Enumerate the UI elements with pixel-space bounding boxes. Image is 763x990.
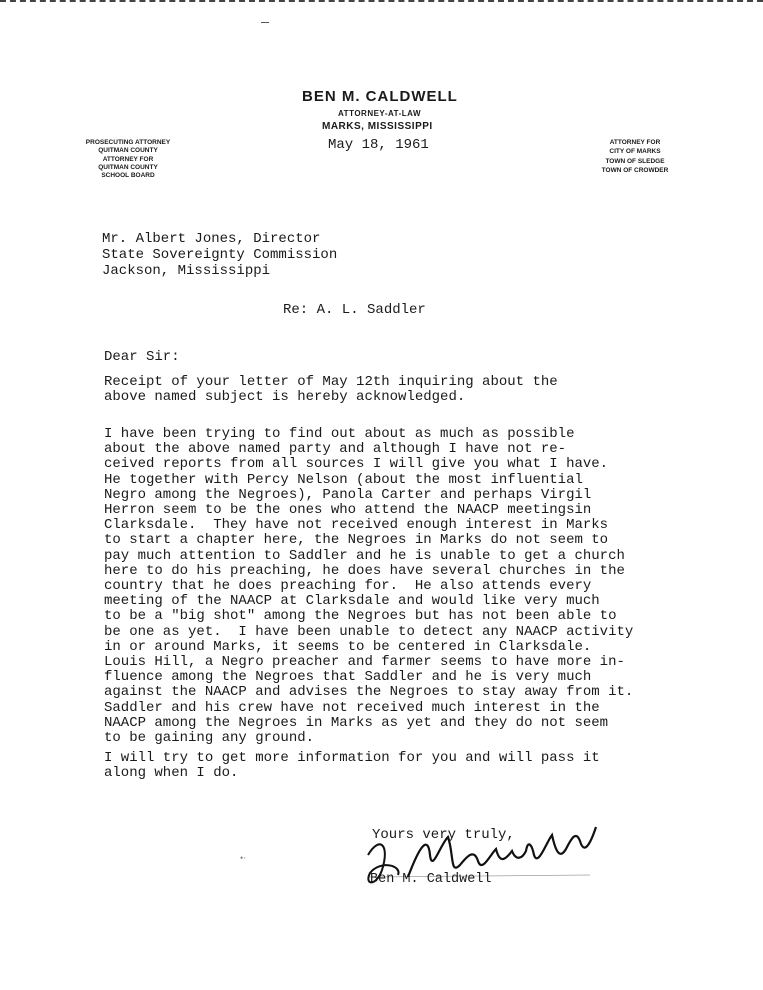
subject-line: Re: A. L. Saddler bbox=[283, 302, 426, 318]
salutation: Dear Sir: bbox=[104, 349, 180, 365]
recipient-line: Mr. Albert Jones, Director bbox=[102, 231, 321, 247]
closing: Yours very truly, bbox=[372, 827, 515, 843]
right-block-line: ATTORNEY FOR bbox=[609, 139, 661, 146]
left-block-line: ATTORNEY FOR bbox=[102, 155, 154, 163]
typed-signature-name: Ben M. Caldwell bbox=[370, 872, 492, 887]
letterhead-left-block bbox=[72, 139, 184, 180]
left-block-line: QUITMAN COUNTY bbox=[98, 163, 158, 171]
left-block-line: PROSECUTING ATTORNEY bbox=[85, 139, 171, 146]
recipient-line: Jackson, Mississippi bbox=[102, 263, 271, 279]
letterhead-name: BEN M. CALDWELL bbox=[302, 88, 458, 105]
letterhead-title: ATTORNEY-AT-LAW bbox=[338, 109, 422, 118]
recipient-line: State Sovereignty Commission bbox=[102, 247, 338, 263]
letterhead-right-block bbox=[585, 138, 685, 175]
stray-mark bbox=[261, 22, 269, 23]
right-block-line: CITY OF MARKS bbox=[609, 148, 661, 156]
letterhead-location: MARKS, MISSISSIPPI bbox=[322, 121, 433, 132]
paragraph-report: I have been trying to find out about as much as possible about the above named party and although I have not re- ceived reports from all sources I will give you what I have. He together with Percy Nelson (about the most influential Negro among the Negroes), Panola Carter and perhaps Virgil Herron seem to be the ones who attend the NAACP meetingsin Clarksdale. They have not received enough interest in Marks to start a chapter here, the Negroes in Marks do not seem to pay much attention to Saddler and he is unable to get a church here to do his preaching, he does have several churches in the country that he does preaching for. He also attends every meeting of the NAACP at Clarksdale and would like very much to be a "big shot" among the Negroes but has not been able to be one as yet. I have been unable to detect any NAACP activity in or around Marks, it seems to be centered in Clarksdale. Louis Hill, a Negro preacher and farmer seems to have more in- fluence among the Negroes that Saddler and he is very much against the NAACP and advises the Negroes to stay away from it. Saddler and his crew have not received much interest in the NAACP among the Negroes in Marks as yet and they do not seem to be gaining any ground. bbox=[104, 426, 634, 747]
recipient-address bbox=[102, 231, 337, 279]
ink-smudge: •· bbox=[240, 853, 247, 863]
paragraph-acknowledgement: Receipt of your letter of May 12th inquiring about the above named subject is hereby acknowledged. bbox=[104, 374, 558, 406]
paragraph-followup: I will try to get more information for you and will pass it along when I do. bbox=[104, 750, 600, 782]
left-block-line: SCHOOL BOARD bbox=[101, 172, 155, 180]
handwritten-signature bbox=[350, 815, 620, 905]
right-block-line: TOWN OF SLEDGE bbox=[605, 157, 665, 165]
left-block-line: QUITMAN COUNTY bbox=[98, 147, 158, 155]
page-top-edge bbox=[0, 0, 763, 2]
right-block-line: TOWN OF CROWDER bbox=[601, 166, 669, 174]
letter-date: May 18, 1961 bbox=[328, 137, 429, 153]
